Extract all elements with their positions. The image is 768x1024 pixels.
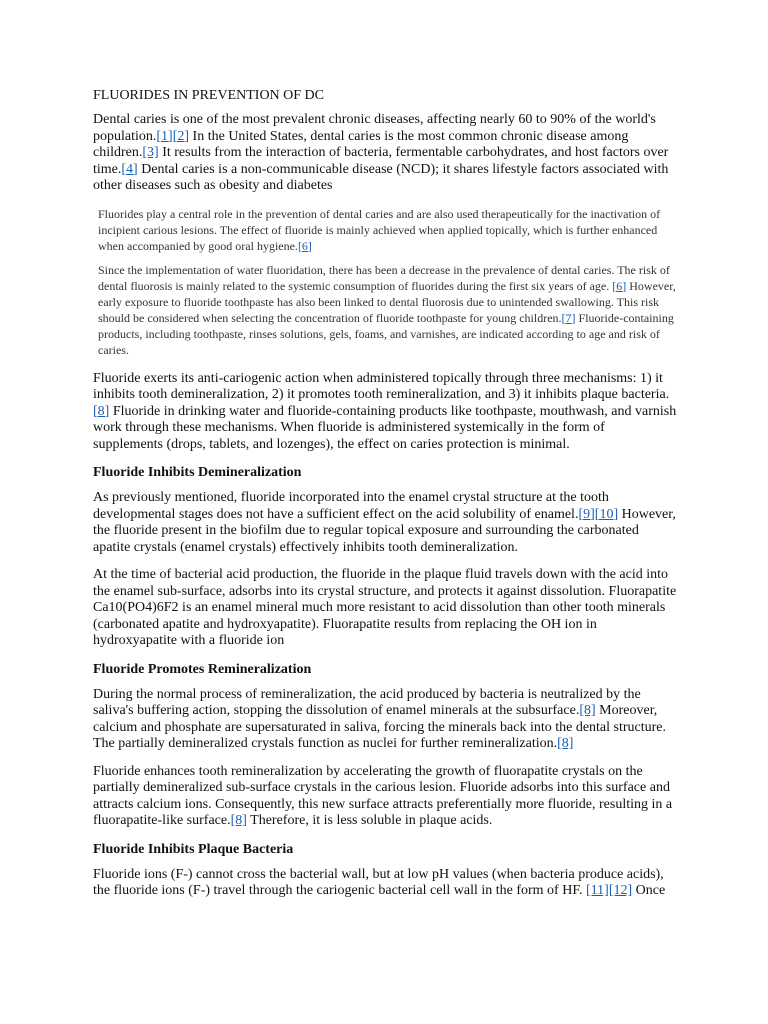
intro-text-3: It results from the interaction of bacteria, fermentable carbohydrates, and host factors over time. <box>93 145 669 177</box>
document-body <box>93 87 678 911</box>
remin-text-1: During the normal process of remineralization, the acid produced by bacteria is neutralized by the saliva's buffering action, stopping the dissolution of enamel minerals at the subsurface. <box>93 686 641 718</box>
excerpt-1-text: Fluorides play a central role in the prevention of dental caries and are also used therapeutically for the inactivation of incipient carious lesions. The effect of fluoride is mainly achieved when applied topically, which is further enhanced when accompanied by good oral hygiene. <box>98 206 661 253</box>
intro-text-2: In the United States, dental caries is the most common chronic disease among children. <box>93 128 629 160</box>
excerpt-2-text-2: However, early exposure to fluoride toothpaste has also been linked to dental fluorosis due to unintended swallowing. This risk should be considered when selecting the concentration of fluoride toothpaste for young children. <box>98 278 676 325</box>
plaque-text-1: Fluoride ions (F-) cannot cross the bacterial wall, but at low pH values (when bacteria produce acids), the fluoride ions (F-) travel through the cariogenic bacterial cell wall in the form of HF. <box>93 866 664 898</box>
citation-link-11[interactable]: [11] <box>586 883 609 898</box>
excerpt-paragraph-1 <box>98 206 683 254</box>
citation-link-3[interactable]: [3] <box>142 145 159 160</box>
excerpt-paragraph-2 <box>98 262 683 358</box>
citation-link-10[interactable]: [10] <box>594 506 619 522</box>
citation-link-6b[interactable]: [6] <box>612 278 627 293</box>
remineralization-paragraph-1 <box>93 687 678 753</box>
citation-link-4[interactable]: [4] <box>121 161 138 177</box>
citation-link-8d[interactable]: [8] <box>230 813 247 828</box>
section-heading-remineralization: Fluoride Promotes Remineralization <box>93 661 312 677</box>
mechanisms-paragraph <box>93 371 678 454</box>
remin2-text-2: Therefore, it is less soluble in plaque acids. <box>246 813 493 828</box>
quoted-excerpt <box>98 206 683 358</box>
remin-text-2: Moreover, calcium and phosphate are supersaturated in saliva, forcing the minerals back into the dental structure. The partially demineralized crystals function as nuclei for further remineralization. <box>93 703 667 751</box>
demineralization-paragraph-2: At the time of bacterial acid production, the fluoride in the plaque fluid travels down with the acid into the enamel sub-surface, adsorbs into its crystal structure, and protects it against dissolution. Fluorapatite Ca10(PO4)6F2 is an enamel mineral much more resistant to acid dissolution than other tooth minerals (carbonated apatite and hydroxyapatite). Fluorapatite results from replacing the OH ion in hydroxyapatite with a fluoride ion <box>93 567 677 648</box>
citation-link-9[interactable]: [9] <box>578 506 595 522</box>
section-heading-demineralization: Fluoride Inhibits Demineralization <box>93 465 302 480</box>
citation-link-7[interactable]: [7] <box>561 310 576 325</box>
citation-link-1[interactable]: [1] <box>156 128 173 144</box>
demin-text-2: However, the fluoride present in the biofilm due to regular topical exposure and surrounding the carbonated apatite crystals (enamel crystals) effectively inhibits tooth demineralization. <box>93 506 676 555</box>
citation-link-2[interactable]: [2] <box>172 128 190 144</box>
document-title: FLUORIDES IN PREVENTION OF DC <box>93 88 325 103</box>
excerpt-2-text-3: Fluoride-containing products, including toothpaste, rinses solutions, gels, foams, and varnishes, are indicated according to age and risk of caries. <box>98 310 674 357</box>
mechanisms-text-1: Fluoride exerts its anti-cariogenic action when administered topically through three mechanisms: 1) it inhibits tooth demineralization, 2) it promotes tooth remineralization, and 3) it inhibits plaque bacteria. <box>93 370 670 402</box>
intro-text-4: Dental caries is a non-communicable disease (NCD); it shares lifestyle factors associated with other diseases such as obesity and diabetes <box>93 161 669 193</box>
plaque-text-2: Once <box>632 883 666 898</box>
demin-text-1: As previously mentioned, fluoride incorporated into the enamel crystal structure at the tooth developmental stages does not have a sufficient effect on the acid solubility of enamel. <box>93 490 609 522</box>
citation-link-12[interactable]: [12] <box>608 883 633 898</box>
citation-link-8c[interactable]: [8] <box>557 736 574 751</box>
section-heading-plaque-bacteria: Fluoride Inhibits Plaque Bacteria <box>93 841 294 857</box>
intro-text-1: Dental caries is one of the most prevalent chronic diseases, affecting nearly 60 to 90% of the world's population. <box>93 112 656 144</box>
citation-link-8b[interactable]: [8] <box>579 703 596 718</box>
remineralization-paragraph-2 <box>93 764 678 830</box>
citation-link-8[interactable]: [8] <box>93 403 110 419</box>
intro-paragraph <box>93 112 678 195</box>
excerpt-2-text-1: Since the implementation of water fluoridation, there has been a decrease in the prevalence of dental caries. The risk of dental fluorosis is mainly related to the systemic consumption of fluorides during the first six years of age. <box>98 262 670 293</box>
citation-link-6[interactable]: [6] <box>297 238 312 253</box>
mechanisms-text-2: Fluoride in drinking water and fluoride-containing products like toothpaste, mouthwash, and varnish work through these mechanisms. When fluoride is administered systemically in the form of supplements (drops, tablets, and lozenges), the effect on caries protection is minimal. <box>93 403 677 452</box>
plaque-bacteria-paragraph <box>93 867 678 900</box>
remin2-text-1: Fluoride enhances tooth remineralization by accelerating the growth of fluorapatite crystals on the partially demineralized sub-surface crystals in the carious lesion. Fluoride adsorbs into this surface and attracts calcium ions. Consequently, this new surface attracts preferentially more fluoride, resulting in a fluorapatite-like surface. <box>93 763 673 828</box>
demineralization-paragraph-1 <box>93 490 678 556</box>
